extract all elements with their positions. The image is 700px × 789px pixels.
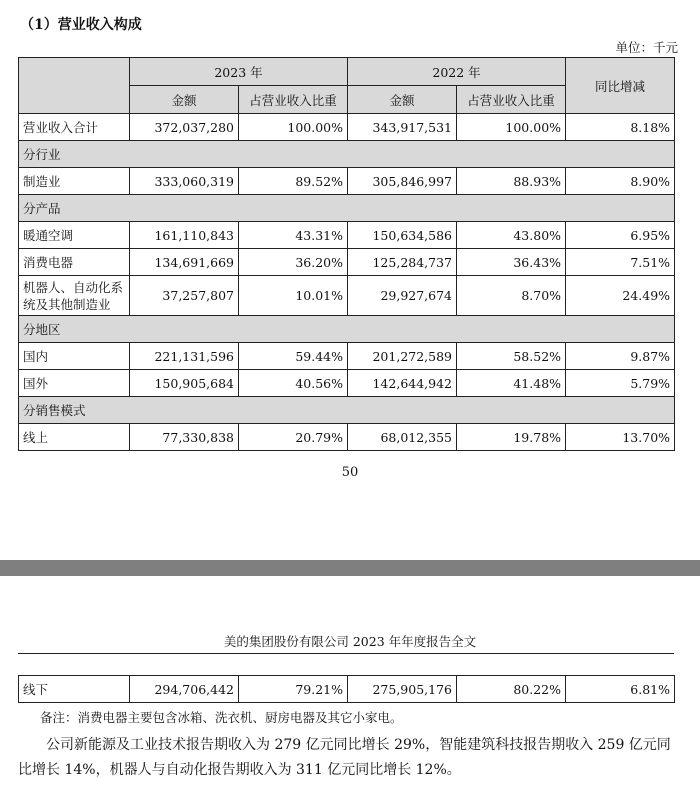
table-row-offline	[19, 676, 675, 703]
share-2022: 58.52%	[457, 343, 566, 370]
amount-2023: 134,691,669	[130, 249, 239, 276]
amount-2023: 221,131,596	[130, 343, 239, 370]
table-header-row	[19, 58, 675, 86]
yoy: 6.95%	[566, 222, 675, 249]
row-label-line1: 机器人、自动化系	[23, 279, 124, 295]
row-label-line2: 统及其他制造业	[23, 296, 111, 312]
header-share-2023: 占营业收入比重	[239, 86, 348, 114]
row-label: 国内	[19, 343, 130, 370]
row-label: 暖通空调	[19, 222, 130, 249]
table-row-overseas	[19, 370, 675, 397]
share-2023: 59.44%	[239, 343, 348, 370]
amount-2022: 125,284,737	[348, 249, 457, 276]
yoy: 24.49%	[566, 276, 675, 316]
share-2023: 20.79%	[239, 424, 348, 451]
share-2022: 43.80%	[457, 222, 566, 249]
yoy: 7.51%	[566, 249, 675, 276]
amount-2023: 372,037,280	[130, 114, 239, 141]
share-2023: 100.00%	[239, 114, 348, 141]
table-note: 备注：消费电器主要包含冰箱、洗衣机、厨房电器及其它小家电。	[40, 710, 403, 725]
row-label: 线上	[19, 424, 130, 451]
amount-2023: 77,330,838	[130, 424, 239, 451]
group-label: 分销售模式	[19, 397, 675, 424]
page-number: 50	[341, 465, 359, 480]
share-2023: 10.01%	[239, 276, 348, 316]
yoy: 13.70%	[566, 424, 675, 451]
amount-2022: 68,012,355	[348, 424, 457, 451]
share-2022: 100.00%	[457, 114, 566, 141]
table-row-consumer	[19, 249, 675, 276]
section-title: （1）营业收入构成	[20, 17, 142, 33]
unit-label: 单位：千元	[615, 40, 678, 55]
amount-2022: 142,644,942	[348, 370, 457, 397]
yoy: 9.87%	[566, 343, 675, 370]
amount-2022: 150,634,586	[348, 222, 457, 249]
amount-2023: 333,060,319	[130, 168, 239, 195]
amount-2022: 343,917,531	[348, 114, 457, 141]
share-2022: 88.93%	[457, 168, 566, 195]
share-2023: 79.21%	[239, 676, 348, 703]
amount-2023: 37,257,807	[130, 276, 239, 316]
group-row-product	[19, 195, 675, 222]
page-divider	[0, 560, 700, 576]
row-label: 国外	[19, 370, 130, 397]
amount-2023: 161,110,843	[130, 222, 239, 249]
revenue-table-continued	[18, 675, 675, 703]
table-row-online	[19, 424, 675, 451]
amount-2023: 150,905,684	[130, 370, 239, 397]
amount-2022: 29,927,674	[348, 276, 457, 316]
header-share-2022: 占营业收入比重	[457, 86, 566, 114]
table-row-total	[19, 114, 675, 141]
header-year-2023: 2023 年	[130, 58, 348, 86]
row-label: 营业收入合计	[19, 114, 130, 141]
group-label: 分产品	[19, 195, 675, 222]
row-label: 线下	[19, 676, 130, 703]
yoy: 8.90%	[566, 168, 675, 195]
amount-2022: 275,905,176	[348, 676, 457, 703]
share-2023: 36.20%	[239, 249, 348, 276]
header-year-2022: 2022 年	[348, 58, 566, 86]
share-2022: 80.22%	[457, 676, 566, 703]
header-yoy: 同比增减	[566, 58, 675, 114]
header-rule	[18, 653, 674, 654]
group-row-region	[19, 316, 675, 343]
table-row-robotics	[19, 276, 675, 316]
row-label: 消费电器	[19, 249, 130, 276]
yoy: 6.81%	[566, 676, 675, 703]
yoy: 5.79%	[566, 370, 675, 397]
table-row-domestic	[19, 343, 675, 370]
header-amount-2022: 金额	[348, 86, 457, 114]
group-row-sales-mode	[19, 397, 675, 424]
share-2023: 43.31%	[239, 222, 348, 249]
share-2022: 41.48%	[457, 370, 566, 397]
share-2022: 19.78%	[457, 424, 566, 451]
table-row-manufacturing	[19, 168, 675, 195]
row-label	[19, 276, 130, 316]
amount-2022: 305,846,997	[348, 168, 457, 195]
share-2022: 36.43%	[457, 249, 566, 276]
group-label: 分行业	[19, 141, 675, 168]
row-label: 制造业	[19, 168, 130, 195]
revenue-table	[18, 57, 675, 451]
share-2023: 40.56%	[239, 370, 348, 397]
amount-2023: 294,706,442	[130, 676, 239, 703]
group-row-industry	[19, 141, 675, 168]
header-amount-2023: 金额	[130, 86, 239, 114]
body-paragraph: 公司新能源及工业技术报告期收入为 279 亿元同比增长 29%，智能建筑科技报告期收入 259 亿元同比增长 14%，机器人与自动化报告期收入为 311 亿元同比增长 12%。	[18, 737, 671, 778]
header-blank-cell	[19, 58, 130, 114]
share-2022: 8.70%	[457, 276, 566, 316]
group-label: 分地区	[19, 316, 675, 343]
table-row-hvac	[19, 222, 675, 249]
amount-2022: 201,272,589	[348, 343, 457, 370]
yoy: 8.18%	[566, 114, 675, 141]
document-header: 美的集团股份有限公司 2023 年年度报告全文	[223, 634, 477, 649]
share-2023: 89.52%	[239, 168, 348, 195]
